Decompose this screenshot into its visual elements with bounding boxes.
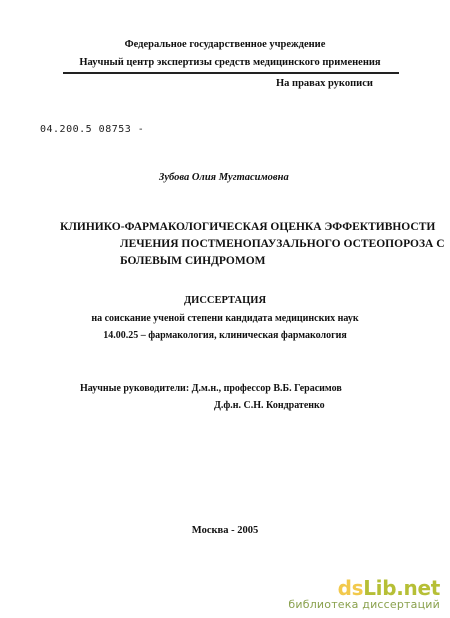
logo-lib: Lib [363,576,397,600]
logo-ds: ds [337,576,364,600]
work-type-heading: ДИССЕРТАЦИЯ [183,295,267,306]
author-name: Зубова Олия Мугтасимовна [159,172,289,183]
watermark-subtitle: библиотека диссертаций [288,598,440,611]
title-line-3: БОЛЕВЫМ СИНДРОМОМ [120,255,266,267]
logo-net: .net [396,576,440,600]
institution-line-1: Федеральное государственное учреждение [124,39,326,50]
manuscript-rights-note: На правах рукописи [276,78,373,89]
title-line-1: КЛИНИКО-ФАРМАКОЛОГИЧЕСКАЯ ОЦЕНКА ЭФФЕКТИВНОСТИ [60,221,436,233]
registry-code: 04.200.5 08753 - [40,124,145,135]
specialty-line: 14.00.25 – фармакология, клиническая фармакология [103,330,347,341]
supervisors-line-1: Научные руководители: Д.м.н., профессор В.Б. Герасимов [80,383,342,394]
dslib-watermark [288,578,440,611]
supervisors-line-2: Д.ф.н. С.Н. Кондратенко [214,400,325,411]
title-line-2: ЛЕЧЕНИЯ ПОСТМЕНОПАУЗАЛЬНОГО ОСТЕОПОРОЗА С [120,238,445,250]
dissertation-title [52,219,445,270]
institution-line-2: Научный центр экспертизы средств медицинского применения [79,57,381,68]
degree-line: на соискание ученой степени кандидата медицинских наук [91,313,359,324]
city-year: Москва - 2005 [191,525,259,536]
dslib-logo [288,578,440,598]
header-divider [63,72,399,74]
